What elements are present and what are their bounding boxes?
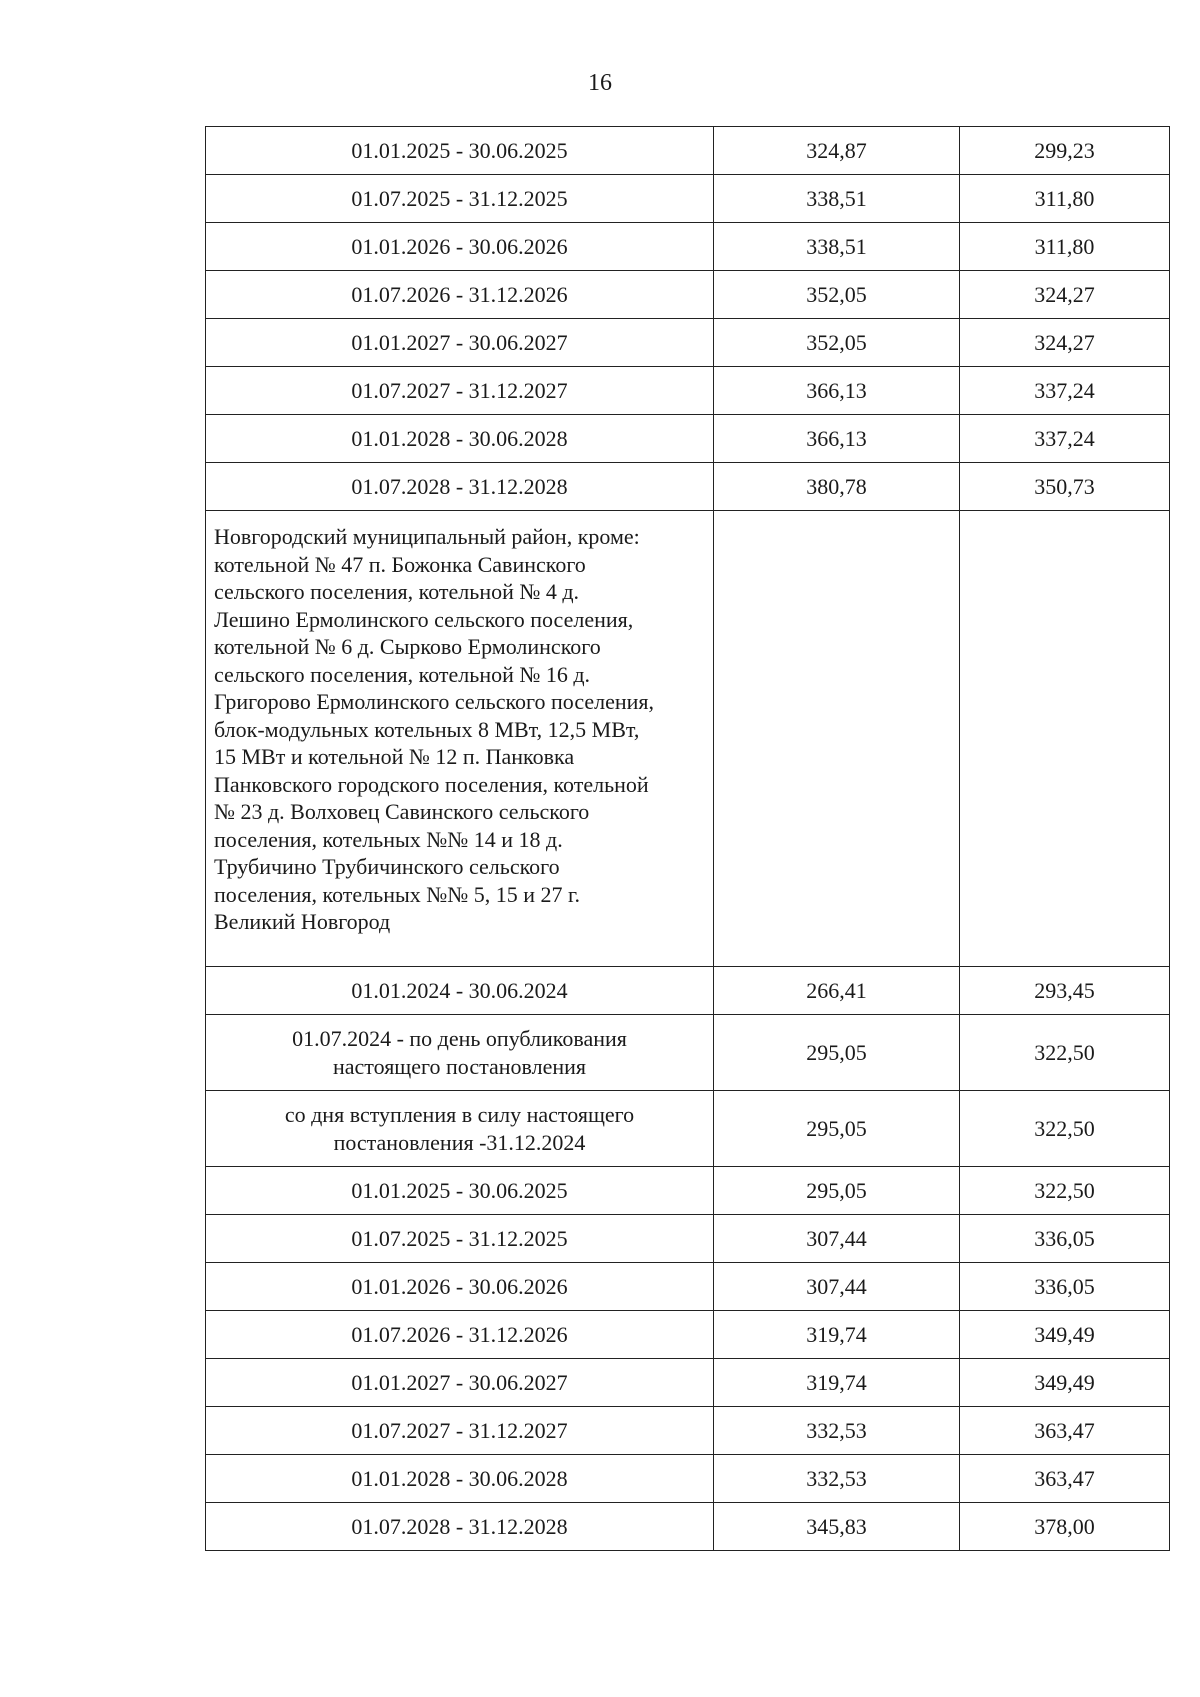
section-line: котельной № 6 д. Сырково Ермолинского	[214, 634, 601, 659]
value-cell: 319,74	[714, 1311, 960, 1359]
section-line: Панковского городского поселения, котельной	[214, 771, 649, 797]
table-row	[206, 1407, 1170, 1455]
value-cell: 336,05	[960, 1215, 1170, 1263]
period-line: настоящего постановления	[332, 1053, 587, 1079]
value-cell: 338,51	[714, 223, 960, 271]
table-row	[206, 1311, 1170, 1359]
value-cell: 322,50	[960, 1015, 1170, 1091]
section-line: Григорово Ермолинского сельского поселения,	[214, 689, 655, 714]
table-row	[206, 1015, 1170, 1091]
value-cell: 352,05	[714, 271, 960, 319]
table-row	[206, 1167, 1170, 1215]
value-cell: 293,45	[960, 967, 1170, 1015]
period-cell: 01.01.2027 - 30.06.2027	[206, 1359, 714, 1407]
value-cell: 366,13	[714, 415, 960, 463]
period-cell: 01.01.2025 - 30.06.2025	[206, 127, 714, 175]
page-number: 16	[588, 70, 612, 96]
value-cell: 332,53	[714, 1455, 960, 1503]
value-cell: 345,83	[714, 1503, 960, 1551]
table-row	[206, 175, 1170, 223]
section-line: котельной № 47 п. Божонка Савинского	[214, 551, 586, 577]
period-cell: 01.07.2027 - 31.12.2027	[206, 1407, 714, 1455]
section-line: 15 МВт и котельной № 12 п. Панковка	[214, 744, 575, 769]
period-cell: 01.01.2028 - 30.06.2028	[206, 415, 714, 463]
value-cell: 338,51	[714, 175, 960, 223]
section-line: Лешино Ермолинского сельского поселения,	[214, 606, 634, 632]
value-cell: 380,78	[714, 463, 960, 511]
value-cell: 311,80	[960, 223, 1170, 271]
value-cell: 378,00	[960, 1503, 1170, 1551]
value-cell: 324,27	[960, 319, 1170, 367]
value-cell: 266,41	[714, 967, 960, 1015]
table-row	[206, 1359, 1170, 1407]
table-row	[206, 367, 1170, 415]
table-row	[206, 127, 1170, 175]
table-row	[206, 271, 1170, 319]
section-line: поселения, котельных №№ 5, 15 и 27 г.	[214, 881, 581, 907]
period-cell	[206, 1091, 714, 1167]
period-line: постановления -31.12.2024	[333, 1129, 586, 1155]
section-line: блок-модульных котельных 8 МВт, 12,5 МВт,	[214, 716, 640, 742]
value-cell: 337,24	[960, 415, 1170, 463]
section-line: Трубичино Трубичинского сельского	[214, 854, 560, 879]
period-cell: 01.07.2025 - 31.12.2025	[206, 175, 714, 223]
period-cell: 01.07.2027 - 31.12.2027	[206, 367, 714, 415]
value-cell: 311,80	[960, 175, 1170, 223]
table-row	[206, 1455, 1170, 1503]
empty-cell	[714, 511, 960, 967]
section-line: поселения, котельных №№ 14 и 18 д.	[214, 826, 563, 852]
value-cell: 295,05	[714, 1091, 960, 1167]
value-cell: 299,23	[960, 127, 1170, 175]
value-cell: 350,73	[960, 463, 1170, 511]
table-row	[206, 415, 1170, 463]
value-cell: 307,44	[714, 1263, 960, 1311]
value-cell: 349,49	[960, 1311, 1170, 1359]
period-line: со дня вступления в силу настоящего	[284, 1101, 635, 1127]
value-cell: 332,53	[714, 1407, 960, 1455]
value-cell: 324,87	[714, 127, 960, 175]
section-line: № 23 д. Волховец Савинского сельского	[214, 799, 590, 824]
value-cell: 363,47	[960, 1407, 1170, 1455]
value-cell: 307,44	[714, 1215, 960, 1263]
section-line: Новгородский муниципальный район, кроме:	[214, 524, 640, 549]
value-cell: 349,49	[960, 1359, 1170, 1407]
table-row	[206, 463, 1170, 511]
period-cell: 01.07.2025 - 31.12.2025	[206, 1215, 714, 1263]
tariff-table	[205, 126, 1170, 1551]
period-cell: 01.07.2026 - 31.12.2026	[206, 271, 714, 319]
period-cell: 01.01.2026 - 30.06.2026	[206, 1263, 714, 1311]
section-row	[206, 511, 1170, 967]
empty-cell	[960, 511, 1170, 967]
value-cell: 295,05	[714, 1015, 960, 1091]
table-row	[206, 223, 1170, 271]
value-cell: 322,50	[960, 1167, 1170, 1215]
period-cell: 01.07.2028 - 31.12.2028	[206, 463, 714, 511]
table-row	[206, 1215, 1170, 1263]
period-cell: 01.01.2027 - 30.06.2027	[206, 319, 714, 367]
table-row	[206, 1503, 1170, 1551]
section-line: сельского поселения, котельной № 4 д.	[214, 579, 580, 604]
period-cell: 01.01.2026 - 30.06.2026	[206, 223, 714, 271]
value-cell: 322,50	[960, 1091, 1170, 1167]
section-line: Великий Новгород	[214, 909, 391, 934]
value-cell: 337,24	[960, 367, 1170, 415]
value-cell: 319,74	[714, 1359, 960, 1407]
period-cell: 01.01.2025 - 30.06.2025	[206, 1167, 714, 1215]
value-cell: 336,05	[960, 1263, 1170, 1311]
period-cell: 01.07.2026 - 31.12.2026	[206, 1311, 714, 1359]
period-cell: 01.01.2028 - 30.06.2028	[206, 1455, 714, 1503]
section-line: сельского поселения, котельной № 16 д.	[214, 661, 591, 687]
table-row	[206, 319, 1170, 367]
section-description	[206, 511, 714, 967]
value-cell: 352,05	[714, 319, 960, 367]
table-row	[206, 1263, 1170, 1311]
table-row	[206, 967, 1170, 1015]
value-cell: 363,47	[960, 1455, 1170, 1503]
table-row	[206, 1091, 1170, 1167]
value-cell: 295,05	[714, 1167, 960, 1215]
value-cell: 366,13	[714, 367, 960, 415]
value-cell: 324,27	[960, 271, 1170, 319]
period-cell: 01.07.2028 - 31.12.2028	[206, 1503, 714, 1551]
period-cell: 01.01.2024 - 30.06.2024	[206, 967, 714, 1015]
period-cell	[206, 1015, 714, 1091]
period-line: 01.07.2024 - по день опубликования	[292, 1025, 627, 1051]
